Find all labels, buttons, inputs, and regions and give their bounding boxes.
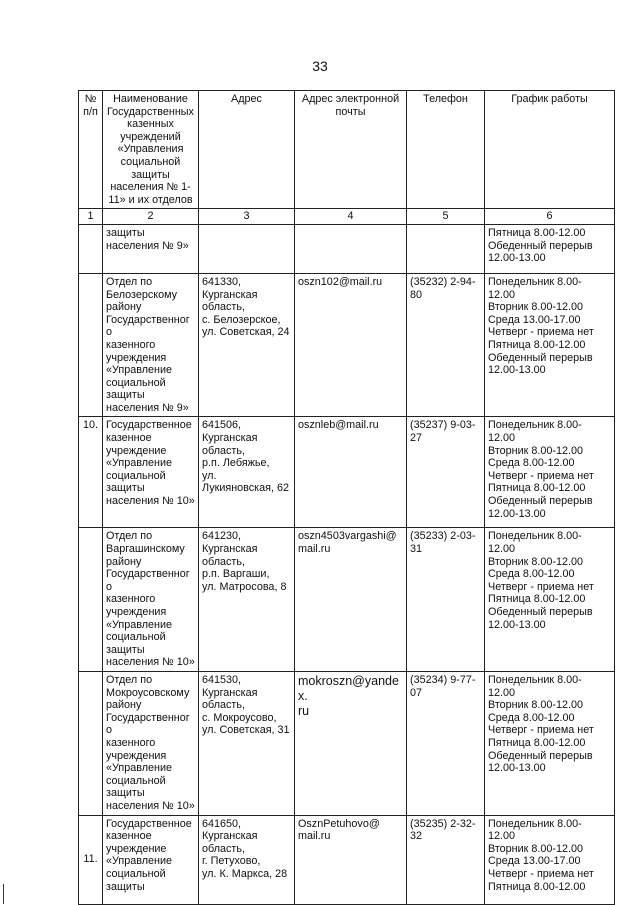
text-line: Понедельник 8.00-: [488, 419, 582, 432]
text-line: «Управление: [106, 364, 173, 377]
text-line: 12.00-13.00: [488, 618, 546, 631]
text-line: социальной: [106, 376, 166, 389]
text-line: почты: [335, 105, 366, 118]
text-line: 12.00-13.00: [488, 364, 546, 377]
text-line: область,: [202, 842, 245, 855]
text-line: казенных: [127, 118, 174, 131]
col-index: 5: [407, 209, 485, 225]
text-line: 641230,: [202, 530, 242, 543]
text-line: mokroszn@yande: [298, 674, 399, 688]
cell-schedule: [485, 273, 615, 417]
cell-name: [103, 528, 199, 672]
cell-schedule: [485, 224, 615, 273]
cell-schedule: [485, 672, 615, 816]
text-line: область,: [202, 555, 245, 568]
social-protection-offices-table: [78, 90, 615, 905]
text-line: Лукияновская, 62: [202, 482, 290, 495]
text-line: р.п. Варгаши,: [202, 568, 270, 581]
cell-schedule: [485, 815, 615, 904]
cell-email: [295, 417, 407, 528]
text-line: «Управление: [106, 618, 173, 631]
text-line: 641650,: [202, 817, 242, 830]
table-row: [79, 273, 615, 417]
text-line: 80: [410, 288, 423, 301]
text-line: Пятница 8.00-12.00: [488, 736, 586, 749]
text-line: защиты: [106, 389, 145, 402]
text-line: «Управление: [106, 855, 173, 868]
text-line: ул. К. Маркса, 28: [202, 867, 288, 880]
text-line: Государственное: [106, 817, 192, 830]
text-line: Обеденный перерыв: [488, 749, 593, 762]
text-line: р.п. Лебяжье,: [202, 457, 270, 470]
text-line: Курганская: [202, 830, 258, 843]
col-index: 4: [295, 209, 407, 225]
header-num: [79, 91, 103, 209]
text-line: защиты: [106, 787, 145, 800]
text-line: учреждение: [106, 444, 167, 457]
text-line: область,: [202, 301, 245, 314]
text-line: населения № 9»: [106, 239, 189, 252]
text-line: защиты: [131, 168, 170, 181]
cell-address: [199, 273, 295, 417]
table-row: [79, 672, 615, 816]
text-line: Среда 8.00-12.00: [488, 457, 575, 470]
text-line: казенного: [106, 593, 156, 606]
table-row: [79, 528, 615, 672]
text-line: Понедельник 8.00-: [488, 817, 582, 830]
text-line: Четверг - приема нет: [488, 469, 594, 482]
text-line: Пятница 8.00-12.00: [488, 226, 586, 239]
cell-num: [79, 528, 103, 672]
cell-schedule: [485, 528, 615, 672]
text-line: Четверг - приема нет: [488, 326, 594, 339]
text-line: с. Мокроусово,: [202, 711, 277, 724]
text-line: «Управление: [106, 762, 173, 775]
text-line: область,: [202, 699, 245, 712]
col-index: 6: [485, 209, 615, 225]
text-line: oszn4503vargashi@: [298, 530, 397, 543]
text-line: 07: [410, 686, 423, 699]
text-line: 641330,: [202, 275, 242, 288]
cell-name: [103, 417, 199, 528]
text-line: социальной: [106, 469, 166, 482]
text-line: Среда 8.00-12.00: [488, 568, 575, 581]
text-line: населения № 9»: [106, 401, 189, 414]
text-line: Мокроусовскому: [106, 686, 190, 699]
text-line: казенного: [106, 736, 156, 749]
cell-num: [79, 672, 103, 816]
text-line: Наименование: [113, 93, 188, 105]
text-line: социальной: [106, 867, 166, 880]
text-line: 31: [410, 543, 423, 556]
text-line: OsznPetuhovo@: [298, 817, 380, 830]
cell-num: [79, 224, 103, 273]
text-line: Государственного: [106, 568, 190, 593]
text-line: (35233) 2-03-: [410, 530, 476, 543]
text-line: 12.00-13.00: [488, 762, 546, 775]
cell-phone: [407, 273, 485, 417]
text-line: Обеденный перерыв: [488, 606, 593, 619]
text-line: Пятница 8.00-12.00: [488, 338, 586, 351]
text-line: Среда 8.00-12.00: [488, 711, 575, 724]
cell-phone: [407, 815, 485, 904]
margin-mark: [3, 884, 4, 904]
text-line: Понедельник 8.00-: [488, 530, 582, 543]
cell-email: [295, 273, 407, 417]
text-line: 12.00-13.00: [488, 507, 546, 520]
text-line: защиты: [106, 226, 145, 239]
text-line: Отдел по: [106, 275, 153, 288]
cell-phone: [407, 672, 485, 816]
text-line: Вторник 8.00-12.00: [488, 699, 584, 712]
text-line: Четверг - приема нет: [488, 580, 594, 593]
text-line: Пятница 8.00-12.00: [488, 593, 586, 606]
cell-name: [103, 224, 199, 273]
text-line: 27: [410, 432, 423, 445]
page-number: 33: [312, 58, 328, 74]
text-line: Адрес электронной: [301, 93, 400, 105]
cell-address: [199, 224, 295, 273]
text-line: x.: [298, 689, 308, 703]
text-line: учреждений: [120, 130, 181, 143]
text-line: Курганская: [202, 288, 258, 301]
cell-email: [295, 815, 407, 904]
text-line: ул. Советская, 31: [202, 724, 290, 737]
text-line: 641530,: [202, 674, 242, 686]
cell-phone: [407, 417, 485, 528]
text-line: 12.00: [488, 543, 516, 556]
col-index: 1: [79, 209, 103, 225]
text-line: району: [106, 301, 142, 314]
text-line: 11» и их отделов: [108, 193, 193, 206]
text-line: (35237) 9-03-: [410, 419, 476, 432]
cell-name: [103, 273, 199, 417]
text-line: населения № 10»: [106, 495, 195, 508]
text-line: (35234) 9-77-: [410, 674, 476, 686]
cell-address: [199, 672, 295, 816]
text-line: населения № 10»: [106, 656, 195, 669]
text-line: (35235) 2-32-: [410, 817, 476, 830]
text-line: Вторник 8.00-12.00: [488, 301, 584, 314]
text-line: защиты: [106, 880, 145, 893]
text-line: Варгашинскому: [106, 543, 185, 556]
cell-name: [103, 815, 199, 904]
header-phone: Телефон: [407, 91, 485, 209]
cell-schedule: [485, 417, 615, 528]
text-line: Государственных: [107, 105, 194, 118]
text-line: Государственного: [106, 313, 190, 339]
text-line: Государственное: [106, 419, 192, 432]
text-line: Курганская: [202, 432, 258, 445]
text-line: социальной: [106, 631, 166, 644]
text-line: 12.00: [488, 432, 516, 445]
cell-num: [79, 273, 103, 417]
text-line: учреждения: [106, 351, 167, 364]
column-index-row: [79, 209, 615, 225]
header-schedule: График работы: [485, 91, 615, 209]
table-row: [79, 224, 615, 273]
text-line: казенное: [106, 830, 152, 843]
text-line: Среда 13.00-17.00: [488, 855, 581, 868]
text-line: osznleb@mail.ru: [298, 419, 379, 432]
text-line: Курганская: [202, 543, 258, 556]
text-line: (35232) 2-94-: [410, 275, 476, 288]
text-line: социальной: [106, 774, 166, 787]
text-line: Четверг - приема нет: [488, 867, 594, 880]
header-address: Адрес: [199, 91, 295, 209]
cell-email: [295, 672, 407, 816]
text-line: защиты: [106, 482, 145, 495]
text-line: населения № 10»: [106, 799, 195, 812]
text-line: району: [106, 555, 142, 568]
cell-phone: [407, 528, 485, 672]
text-line: 12.00-13.00: [488, 252, 546, 265]
text-line: Курганская: [202, 686, 258, 699]
text-line: 12.00: [488, 288, 516, 301]
text-line: населения № 1-: [110, 181, 191, 194]
cell-num: 11.: [79, 815, 103, 904]
text-line: 12.00: [488, 686, 516, 699]
text-line: Четверг - приема нет: [488, 724, 594, 737]
text-line: область,: [202, 444, 245, 457]
table-row: [79, 815, 615, 904]
text-line: району: [106, 699, 142, 712]
table-header-row: [79, 91, 615, 209]
text-line: защиты: [106, 643, 145, 656]
text-line: с. Белозерское,: [202, 313, 281, 326]
header-email: [295, 91, 407, 209]
text-line: ул. Матросова, 8: [202, 580, 287, 593]
text-line: ул.: [202, 469, 217, 482]
text-line: Отдел по: [106, 530, 153, 543]
text-line: №: [84, 93, 97, 105]
text-line: казенного: [106, 338, 156, 351]
cell-address: [199, 528, 295, 672]
text-line: Пятница 8.00-12.00: [488, 482, 586, 495]
text-line: учреждения: [106, 749, 167, 762]
text-line: mail.ru: [298, 830, 331, 843]
text-line: п/п: [83, 105, 98, 118]
text-line: ru: [298, 704, 310, 718]
text-line: 641506,: [202, 419, 242, 432]
text-line: Государственного: [106, 711, 190, 737]
header-name: [103, 91, 199, 209]
text-line: Понедельник 8.00-: [488, 275, 582, 288]
text-line: Обеденный перерыв: [488, 495, 593, 508]
text-line: учреждения: [106, 606, 167, 619]
text-line: Среда 13.00-17.00: [488, 313, 581, 326]
text-line: Пятница 8.00-12.00: [488, 880, 586, 893]
text-line: «Управления: [117, 143, 184, 156]
text-line: ул. Советская, 24: [202, 326, 290, 339]
col-index: 3: [199, 209, 295, 225]
text-line: учреждение: [106, 842, 167, 855]
text-line: 32: [410, 830, 423, 843]
text-line: mail.ru: [298, 543, 331, 556]
text-line: социальной: [120, 155, 181, 168]
text-line: «Управление: [106, 457, 173, 470]
text-line: 12.00: [488, 830, 516, 843]
text-line: Обеденный перерыв: [488, 239, 593, 252]
cell-name: [103, 672, 199, 816]
cell-num: 10.: [79, 417, 103, 528]
cell-email: [295, 528, 407, 672]
text-line: Вторник 8.00-12.00: [488, 555, 584, 568]
text-line: Отдел по: [106, 674, 153, 686]
text-line: казенное: [106, 432, 152, 445]
cell-address: [199, 417, 295, 528]
text-line: Вторник 8.00-12.00: [488, 842, 584, 855]
cell-phone: [407, 224, 485, 273]
text-line: Обеденный перерыв: [488, 351, 593, 364]
text-line: Вторник 8.00-12.00: [488, 444, 584, 457]
text-line: г. Петухово,: [202, 855, 261, 868]
col-index: 2: [103, 209, 199, 225]
text-line: Понедельник 8.00-: [488, 674, 582, 686]
text-line: Белозерскому: [106, 288, 178, 301]
text-line: oszn102@mail.ru: [298, 275, 383, 288]
cell-email: [295, 224, 407, 273]
cell-address: [199, 815, 295, 904]
table-row: [79, 417, 615, 528]
